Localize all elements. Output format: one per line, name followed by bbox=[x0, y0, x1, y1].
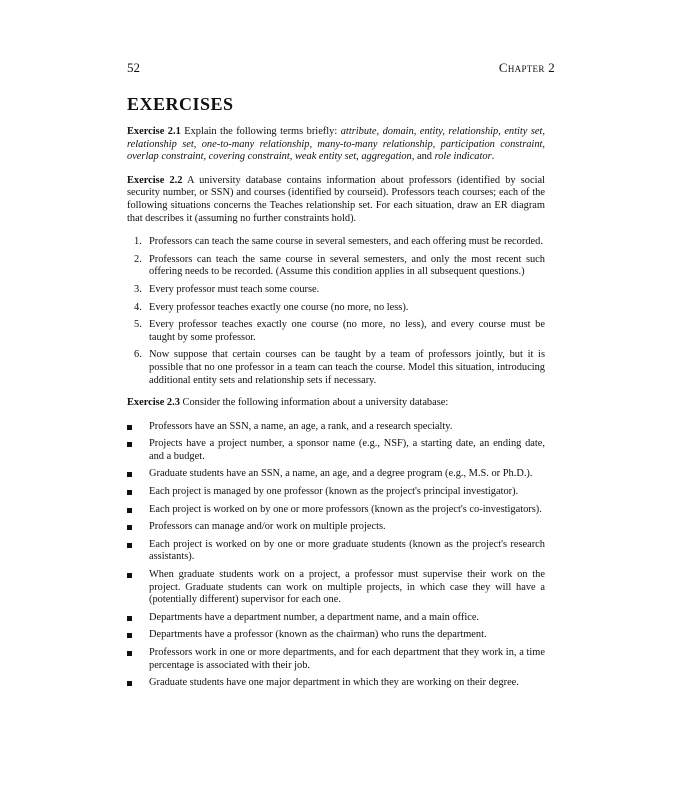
list-item bbox=[134, 301, 545, 315]
item-number: 5. bbox=[134, 319, 142, 331]
item-text: Professors can teach the same course in several semesters, and only the most recent such offering needs to be recorded. (Assume this condition applies in all subsequent questions.) bbox=[149, 253, 545, 278]
list-item bbox=[149, 569, 545, 607]
item-text: Each project is worked on by one or more graduate students (known as the project's research assistants). bbox=[149, 538, 545, 563]
item-text: Projects have a project number, a sponsor name (e.g., NSF), a starting date, an ending date, and a budget. bbox=[149, 438, 545, 462]
item-text: Every professor must teach some course. bbox=[149, 283, 320, 295]
list-item bbox=[134, 349, 545, 387]
item-text: Professors can manage and/or work on multiple projects. bbox=[149, 521, 386, 533]
exercise-end: . bbox=[491, 151, 495, 163]
bullet-square-icon bbox=[127, 616, 132, 621]
item-text: Graduate students have one major department in which they are working on their degree. bbox=[149, 677, 519, 689]
exercise-2-3 bbox=[127, 397, 545, 410]
requirements-list bbox=[127, 421, 545, 690]
item-text: Graduate students have an SSN, a name, an age, and a degree program (e.g., M.S. or Ph.D.). bbox=[149, 468, 533, 480]
bullet-square-icon bbox=[127, 543, 132, 548]
list-item bbox=[149, 677, 545, 690]
situation-list bbox=[127, 236, 545, 387]
exercise-and: and bbox=[416, 151, 432, 163]
list-item bbox=[149, 539, 545, 564]
item-text: Departments have a department number, a department name, and a main office. bbox=[149, 611, 480, 623]
bullet-square-icon bbox=[127, 525, 132, 530]
item-text: Departments have a professor (known as the chairman) who runs the department. bbox=[149, 629, 487, 641]
list-item bbox=[134, 283, 545, 297]
exercise-intro: Explain the following terms briefly: bbox=[184, 126, 338, 137]
item-text: Each project is worked on by one or more professors (known as the project's co-investigators). bbox=[149, 503, 542, 515]
exercise-2-1 bbox=[127, 126, 545, 164]
exercise-terms: attribute, domain, entity, relationship, entity set, relationship set, one-to-many relationship, many-to-many relationship, participation constraint, overlap constraint, covering constraint, weak entity set, aggregation, bbox=[127, 126, 546, 163]
chapter-label: Chapter 2 bbox=[498, 60, 555, 75]
item-number: 4. bbox=[134, 301, 142, 313]
item-text: Now suppose that certain courses can be taught by a team of professors jointly, but it is possible that no one professor in a team can teach the course. Model this situation, introducing additional entity sets and relationship sets if necessary. bbox=[149, 349, 545, 386]
list-item bbox=[149, 438, 545, 463]
item-text: Every professor teaches exactly one course (no more, no less). bbox=[149, 301, 409, 313]
list-item bbox=[149, 647, 545, 672]
bullet-square-icon bbox=[127, 508, 132, 513]
item-text: When graduate students work on a project, a professor must supervise their work on the project. Graduate students can work on multiple projects, in which case they will have a (potentially different) supervisor for each one. bbox=[149, 569, 545, 606]
item-text: Professors can teach the same course in several semesters, and each offering must be recorded. bbox=[149, 236, 543, 248]
exercise-last-term: role indicator bbox=[434, 151, 492, 163]
exercise-text: Consider the following information about a university database: bbox=[182, 397, 449, 409]
bullet-square-icon bbox=[127, 442, 132, 447]
list-item bbox=[149, 421, 545, 434]
exercise-label: Exercise 2.2 bbox=[127, 174, 183, 186]
page-number: 52 bbox=[127, 60, 140, 75]
bullet-square-icon bbox=[127, 651, 132, 656]
exercise-text: A university database contains information about professors (identified by social security number, or SSN) and courses (identified by courseid). Professors teach courses; each of the following situations concerns the Teaches relationship set. For each situation, draw an ER diagram that describes it (assuming no further constraints hold). bbox=[127, 174, 545, 224]
bullet-square-icon bbox=[127, 681, 132, 686]
list-item bbox=[134, 236, 545, 249]
bullet-square-icon bbox=[127, 490, 132, 495]
list-item bbox=[149, 521, 545, 534]
bullet-square-icon bbox=[127, 472, 132, 477]
list-item bbox=[149, 629, 545, 642]
list-item bbox=[149, 486, 545, 499]
item-text: Each project is managed by one professor (known as the project's principal investigator). bbox=[149, 486, 519, 498]
bullet-square-icon bbox=[127, 573, 132, 578]
list-item bbox=[149, 612, 545, 625]
item-text: Professors work in one or more departments, and for each department that they work in, a time percentage is associated with their job. bbox=[149, 647, 545, 671]
exercise-label: Exercise 2.3 bbox=[127, 397, 180, 409]
item-number: 6. bbox=[134, 349, 142, 361]
bullet-square-icon bbox=[127, 633, 132, 638]
item-number: 1. bbox=[134, 236, 142, 248]
bullet-square-icon bbox=[127, 425, 132, 430]
list-item bbox=[134, 253, 545, 279]
list-item bbox=[134, 319, 545, 344]
list-item bbox=[149, 468, 545, 481]
item-number: 2. bbox=[134, 253, 142, 265]
exercise-2-2 bbox=[127, 175, 545, 225]
exercise-label: Exercise 2.1 bbox=[127, 126, 181, 137]
list-item bbox=[149, 504, 545, 517]
exercises-body bbox=[127, 126, 545, 695]
section-title: EXERCISES bbox=[127, 94, 234, 114]
page-header bbox=[127, 60, 555, 76]
item-text: Professors have an SSN, a name, an age, a rank, and a research specialty. bbox=[149, 420, 453, 432]
item-number: 3. bbox=[134, 283, 142, 295]
item-text: Every professor teaches exactly one course (no more, no less), and every course must be taught by some professor. bbox=[149, 319, 545, 343]
